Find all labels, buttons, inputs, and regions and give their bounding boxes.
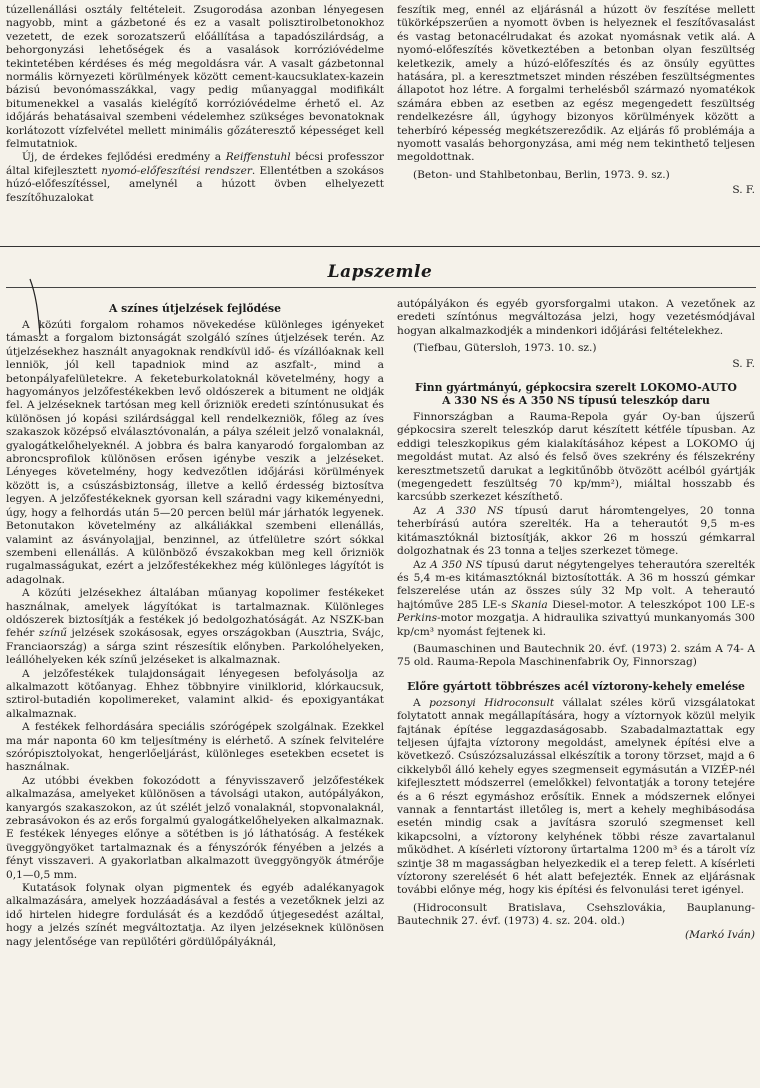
title-underline (6, 287, 756, 288)
paragraph: Finnországban a Rauma-Repola gyár Oy-ban újszerű gépkocsira szerelt teleszkóp darut készített kétféle típusban. Az eddigi teleszkopikus gém kialakításához képest a LOKOMO új megoldást mutat. Az alsó és felső öves szekrény és félszekrény keresztmetszetű darukat a legkitűnőbb ötvözött acélból gyártják (megengedett feszültség 70 kp/mm²), miáltal hosszabb és karcsúbb szerkezet készíthető. (397, 411, 755, 504)
paragraph: Az A 350 NS típusú darut négytengelyes teherautóra szerelték és 5,4 m-es kitámasztóknál biztosították. A 36 m hosszú gémkar felszerelése után az összes súly 32 Mp volt. A teherautó hajtóműve 285 LE-s Skania Diesel-motor. A teleszkópot 100 LE-s Perkins-motor mozgatja. A hidraulika szivattyú munkanyomás 300 kp/cm³ nyomást fejtenek ki. (397, 558, 755, 638)
paragraph: túzellenállási osztály feltételeit. Zsugorodása azonban lényegesen nagyobb, mint a gázbetoné és ez a vasalt polisztirolbetonokhoz vezetett, de ezek sorozatszerű előállítása a tapadószilárdság, a behorgonyzási lehetőségek és a vasalások korrózióvédelme tekintetében kérdéses és még megoldásra vár. A vasalt gázbetonnal normális környezeti körülmények között cement-kaucsuklatex-kazein bázisú bevonómasszákkal, vagy pedig műanyaggal modifikált bitumenekkel a vasalás kielégítő korrózióvédelme érhető el. Az időjárás behatásaival szembeni védelemhez szükséges bevonatoknak korlátozott vízfelvétel mellett minimális gőzáteresztő képességet kell felmutatniok. (6, 4, 384, 151)
section-title: Lapszemle (327, 262, 433, 282)
author-signature: (Markó Iván) (685, 928, 755, 941)
paragraph: Kutatások folynak olyan pigmentek és egyéb adalékanyagok alkalmazására, amelyek hozzáadásával a festés a vezetőknek jelzi az idő hirtelen hidegre fordulását és a kezdődő útjegesedést azáltal, hogy a jelzés színét megváltoztatja. Az ilyen jelzéseknek különösen nagy jelentősége van repülőtéri gördülőpályáknál, (6, 882, 384, 948)
section-divider (0, 246, 760, 247)
word-emphasis: színű (38, 627, 67, 640)
author-signature: S. F. (732, 357, 755, 370)
paragraph: Az A 330 NS típusú darut háromtengelyes, 20 tonna teherbírású autóra szerelték. Ha a teherautót 9,5 m-es kitámasztóknál biztosítják, akkor 26 m hosszú gémkarral dolgozhatnak és 23 tonna a teljes szerkezet tömege. (397, 504, 756, 558)
model-emphasis: A 350 NS (430, 558, 483, 571)
source-citation: (Baumaschinen und Bautechnik 20. évf. (1973) 2. szám A 74- A 75 old. Rauma-Repola Maschinenfabrik Oy, Finnorszag) (397, 642, 755, 669)
bottom-left-column (6, 300, 384, 949)
article-title: A színes útjelzések fejlődése (109, 302, 281, 315)
top-right-column (397, 4, 755, 198)
source-citation: (Tiefbau, Gütersloh, 1973. 10. sz.) (413, 342, 597, 355)
name-emphasis: Reiffenstuhl (225, 151, 291, 164)
paragraph: Új, de érdekes fejlődési eredmény a Reiffenstuhl bécsi professzor által kifejlesztett nyomó-előfeszítési rendszer. Ellentétben a szokásos húzó-előfeszítéssel, amelynél a húzott övben elhelyezett feszítőhuzalokat (6, 151, 384, 204)
top-left-column (6, 4, 384, 205)
source-citation: (Hidroconsult Bratislava, Csehszlovákia, Bauplanung-Bautechnik 27. évf. (1973) 4. sz. 204. old.) (397, 901, 755, 928)
author-signature: S. F. (732, 184, 755, 197)
paragraph: A pozsonyi Hidroconsult vállalat széles körű vizsgálatokat folytatott annak megállapítására, hogy a víztornyok közül melyik fajtának építése leggazdaságosabb. Szabadalmaztattak egy teljesen újfajta víztorony megoldást, amelynek építési elve a következő. Csúszózsaluzással elkészítik a torony törzset, majd a 6 cikkelyből álló kehely egyes szegmenseit egymásután a VIZÉP-nél kifejlesztett módszerrel (emelőkkel) felvontatják a torony tetejére és a 6 részt egymáshoz erősítik. Ennek a módszernek előnyei vannak a fenntartást illetőleg is, mert a kehely meghibásodása esetén mindig csak a javításra szoruló szegmenset kell kikapcsolni, a víztorony kelyhének többi része zavartalanul működhet. A kísérleti víztorony űrtartalma 1200 m³ és a tárolt víz szintje 38 m magasságban helyezkedik el a terep felett. A kísérleti víztorony szerelését 6 hét alatt befejezték. Ennek az eljárásnak további előnye még, hogy kis építési és felvonulási teret igényel. (397, 696, 755, 897)
paragraph: A közúti forgalom rohamos növekedése különleges igényeket támaszt a forgalom biztonságát szolgáló színes útjelzések terén. Az útjelzésekhez használt anyagoknak rendkívül idő- és vízállóaknak kell lenniök, jól kell tapadniok mind az aszfalt-, mind a betonpályafelületekre. A feketeburkolatoknál követelmény, hogy a hagyományos jelzőfestékekben levő oldószerek a bitument ne oldják fel. A jelzéseknek tartósan meg kell őrizniök eredeti színtónusukat és különösen jó kopási szilárdsággal kell rendelkezniök, főleg az íves szakaszok középső elválasztóvonalán, a pálya széleit jelző vonalaknál, gyalogátkelőhelyeknél. A jobbra és balra kanyarodó forgalomban az abroncsprofilok különösen erősen igénybe veszik a jelzéseket. Lényeges követelmény, hogy kedvezőtlen időjárási körülmények között is, a csúszásbiztonság, illetve a kellő érdesség biztosítva legyen. A jelzőfestékeknek gyorsan kell száradni vagy kikeményedni, úgy, hogy a felhordás után 5—20 percen belül már járhatók legyenek. Betonutakon követelmény az alkáliákkal szembeni ellenállás, valamint az ásványolajjal, benzinnel, az útfelületre szórt sókkal szembeni ellenállás. A különböző évszakokban meg kell őrizniök rugalmasságukat, ezért a jelzőfestékekhez még különleges lágyítót is adagolnak. (6, 319, 384, 586)
article-title: Előre gyártott többrészes acél víztorony-kehely emelése (407, 679, 745, 693)
paragraph: autópályákon és egyéb gyorsforgalmi utakon. A vezetőnek az eredeti színtónus megváltozása jelzi, hogy vezetésmódjával hogyan alkalmazkodjék a mindenkori időjárási feltételekhez. (397, 298, 755, 337)
company-emphasis: pozsonyi Hidroconsult (429, 696, 555, 709)
bottom-right-column (397, 298, 755, 942)
article-title: Finn gyártmányú, gépkocsira szerelt LOKOMO-AUTO A 330 NS és A 350 NS típusú teleszkóp daru (415, 381, 737, 408)
model-emphasis: A 330 NS (437, 504, 504, 517)
paragraph: A közúti jelzésekhez általában műanyag kopolimer festékeket használnak, amelyek lágyítókat is tartalmaznak. Különleges oldószerek biztosítják a festékek jó bedolgozhatóságát. Az NSZK-ban fehér színű jelzések szokásosak, egyes országokban (Ausztria, Svájc, Franciaország) a sárga szint részesítik előnyben. Parkolóhelyeken, leállóhelyeken kék színű jelzéseket is alkalmaznak. (6, 587, 384, 667)
brand-emphasis: Perkins (397, 612, 438, 625)
paragraph: A festékek felhordására speciális szórógépek szolgálnak. Ezekkel ma már naponta 60 km teljesítmény is elérhető. A színek felvitelére szórópisztolyokat, hengerlőeljárást, különleges esetekben ecsetet is használnak. (6, 721, 384, 774)
brand-emphasis: Skania (511, 598, 548, 611)
paragraph: Az utóbbi években fokozódott a fényvisszaverő jelzőfestékek alkalmazása, amelyeket különösen a távolsági utakon, autópályákon, kanyargós szakaszokon, az út szélét jelző vonalaknál, stopvonalaknál, zebrasávokon és az erős forgalmú gyalogátkelőhelyeken alkalmaznak. E festékek lényeges előnye a sötétben is jó láthatóság. A festékek üveggyöngyöket tartalmaznak és a fényszórók fényében a jelzés a fényt visszaveri. A gyakorlatban alkalmazott üveggyöngyök átmérője 0,1—0,5 mm. (6, 774, 384, 881)
term-emphasis: nyomó-előfeszítési rendszer (101, 164, 252, 177)
source-citation: (Beton- und Stahlbetonbau, Berlin, 1973. 9. sz.) (413, 168, 670, 181)
paragraph: A jelzőfestékek tulajdonságait lényegesen befolyásolja az alkalmazott kötőanyag. Ehhez többnyire vinilklorid, klórkaucsuk, sztirol-butadién kopolimereket, valamint alkid- és epoxigyantákat alkalmaznak. (6, 667, 384, 720)
paragraph: feszítik meg, ennél az eljárásnál a húzott öv feszítése mellett tükörképszerűen a nyomott övben is helyeznek el feszítővasalást és vastag betonacélrudakat és azokat nyomásnak vetik alá. A nyomó-előfeszítés következtében a betonban olyan feszültség keletkezik, amely a húzó-előfeszítés és az önsúly együttes hatására, pl. a keresztmetszet minden részében feszültségmentes állapotot hoz létre. A forgalmi terhelésből származó nyomatékok számára ebben az esetben az egész megengedett feszültség rendelkezésre áll, úgyhogy bizonyos körülmények között a teherbíró képesség megkétszereződik. Az eljárás fő problémája a nyomott vasalás behorgonyzása, ami még nem tekinthető teljesen megoldottnak. (397, 4, 755, 164)
